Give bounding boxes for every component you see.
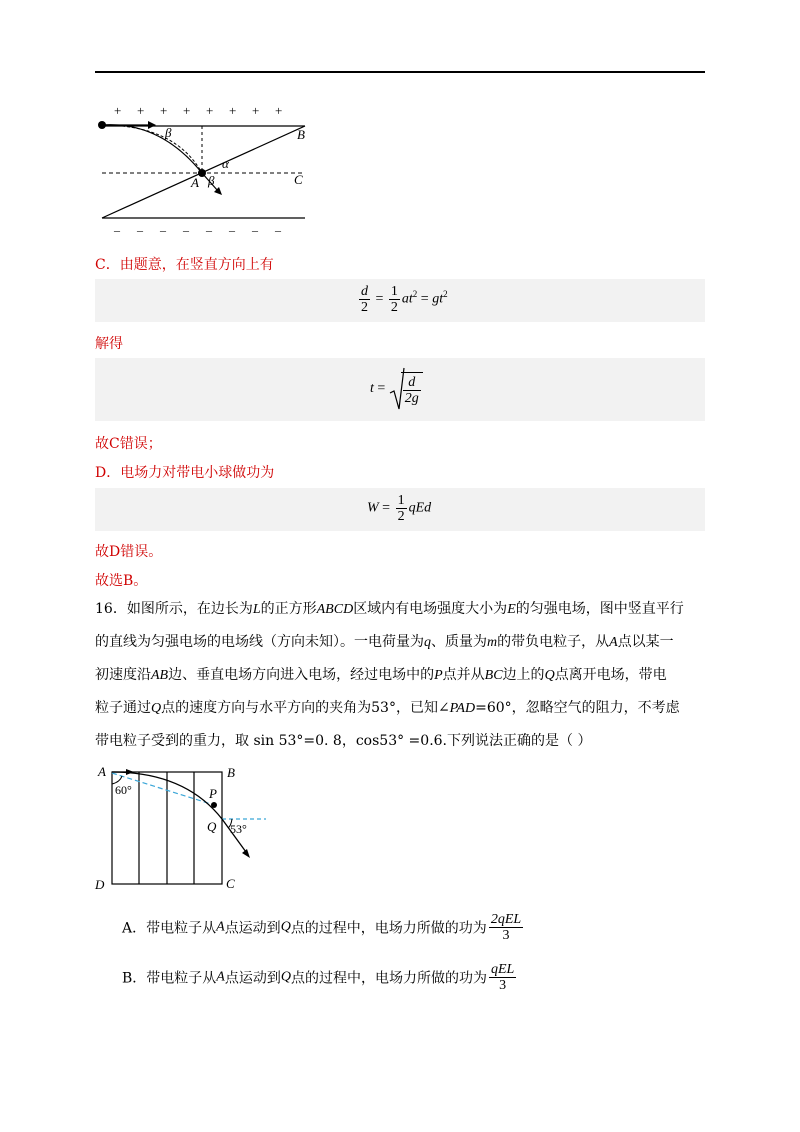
label-A: A bbox=[98, 764, 106, 779]
numerator: 2qEL bbox=[490, 912, 522, 927]
variable-W: W bbox=[367, 500, 379, 516]
figure-2 bbox=[90, 760, 280, 895]
exponent: 2 bbox=[412, 289, 418, 300]
text-segment: 点运动到 bbox=[224, 920, 281, 937]
var-Q: Q bbox=[544, 668, 555, 683]
term-at: at bbox=[401, 291, 413, 307]
fraction-one-half bbox=[389, 284, 400, 315]
var-L: L bbox=[252, 602, 261, 617]
label-C: C bbox=[294, 172, 303, 187]
fraction-d-over-2 bbox=[359, 284, 370, 315]
text-segment: B．带电粒子从 bbox=[122, 970, 217, 987]
section-d-conclusion: 故D错误。 bbox=[95, 544, 163, 560]
text-segment: 初速度沿 bbox=[95, 667, 151, 683]
label-A: A bbox=[191, 175, 199, 190]
arrow-head-top bbox=[148, 121, 156, 129]
numerator: d bbox=[361, 284, 368, 299]
minus-sign: – bbox=[229, 223, 235, 237]
section-c-conclusion: 故C错误； bbox=[95, 436, 162, 452]
fraction-one-half bbox=[396, 493, 407, 524]
question-16-line-3 bbox=[95, 659, 705, 692]
denominator: 2 bbox=[361, 300, 368, 315]
equation-box-1 bbox=[95, 279, 705, 322]
var-AB: AB bbox=[151, 668, 169, 683]
plus-sign: + bbox=[275, 103, 283, 118]
minus-sign: – bbox=[183, 223, 189, 237]
text-segment: 边、垂直电场方向进入电场，经过电场中的 bbox=[168, 667, 435, 683]
plus-sign: + bbox=[114, 103, 122, 118]
text-segment: 点以某一 bbox=[617, 634, 674, 650]
var-m: m bbox=[487, 635, 498, 650]
label-P: P bbox=[209, 786, 217, 801]
header-rule bbox=[95, 71, 705, 73]
equals-sign: = bbox=[377, 381, 386, 396]
var-A: A bbox=[216, 919, 225, 935]
var-ABCD: ABCD bbox=[316, 602, 354, 617]
text-segment: 区域内有电场强度大小为 bbox=[353, 601, 508, 617]
text-segment: 的直线为匀强电场的电场线（方向未知）。一电荷量为 bbox=[95, 634, 424, 650]
plus-sign: + bbox=[206, 103, 214, 118]
question-16-line-1 bbox=[95, 593, 705, 626]
numerator: 1 bbox=[390, 284, 398, 299]
var-Q: Q bbox=[151, 701, 162, 716]
minus-sign-row bbox=[113, 223, 282, 237]
solve-label: 解得 bbox=[95, 336, 123, 352]
text-segment: 的正方形 bbox=[260, 601, 317, 617]
var-E: E bbox=[507, 602, 516, 617]
equation-2 bbox=[370, 367, 423, 411]
fraction-qEL-over-3 bbox=[489, 962, 516, 993]
angle-53-label: 53° bbox=[230, 822, 247, 836]
question-16-line-2 bbox=[95, 626, 705, 659]
answer-line: 故选B。 bbox=[95, 573, 148, 589]
exponent: 2 bbox=[443, 289, 448, 300]
text-segment: 的带负电粒子，从 bbox=[497, 634, 610, 650]
minus-sign: – bbox=[137, 223, 143, 237]
text-segment: 点运动到 bbox=[224, 970, 281, 987]
radicand bbox=[401, 372, 423, 406]
var-Q: Q bbox=[280, 919, 291, 935]
minus-sign: – bbox=[206, 223, 212, 237]
denominator: 2g bbox=[404, 391, 419, 406]
plus-sign: + bbox=[252, 103, 260, 118]
var-q: q bbox=[424, 635, 431, 650]
fraction-2qEL-over-3 bbox=[489, 912, 523, 943]
equation-1 bbox=[357, 284, 448, 315]
equals-sign: = bbox=[375, 291, 384, 307]
plus-sign: + bbox=[229, 103, 237, 118]
var-A: A bbox=[216, 969, 225, 985]
plus-sign: + bbox=[160, 103, 168, 118]
label-beta-top: β bbox=[165, 125, 172, 140]
question-16-line-5: 带电粒子受到的重力，取 sin 53°=0. 8，cos53° =0.6.下列说法正确的是（ ） bbox=[95, 733, 592, 749]
question-number: 16． bbox=[95, 601, 127, 617]
text-segment: 点的过程中，电场力所做的功为 bbox=[290, 970, 487, 987]
text-segment: 粒子通过 bbox=[95, 700, 151, 716]
label-B: B bbox=[297, 127, 305, 142]
plus-sign: + bbox=[183, 103, 191, 118]
option-a bbox=[122, 912, 525, 943]
label-B: B bbox=[227, 765, 235, 780]
text-segment: 、质量为 bbox=[431, 634, 487, 650]
denominator: 2 bbox=[390, 300, 398, 315]
term-gt: gt bbox=[432, 291, 444, 307]
section-c-intro: C．由题意，在竖直方向上有 bbox=[95, 257, 274, 273]
label-Q: Q bbox=[207, 819, 217, 834]
exit-arrowhead bbox=[242, 849, 250, 858]
text-segment: 点并从 bbox=[442, 667, 485, 683]
question-16-line-4 bbox=[95, 692, 705, 725]
figure-1 bbox=[90, 95, 320, 240]
equation-3 bbox=[367, 493, 431, 524]
equals-sign: = bbox=[382, 500, 391, 516]
text-segment: 点的过程中，电场力所做的功为 bbox=[290, 920, 487, 937]
text-segment: =60°，忽略空气的阻力，不考虑 bbox=[475, 700, 680, 716]
question-16-text bbox=[95, 593, 705, 757]
text-segment: 的匀强电场，图中竖直平行 bbox=[515, 601, 684, 617]
equation-box-2 bbox=[95, 358, 705, 421]
minus-sign: – bbox=[275, 223, 281, 237]
label-alpha: α bbox=[222, 156, 229, 171]
fraction-d-over-2g bbox=[403, 375, 421, 406]
minus-sign: – bbox=[114, 223, 120, 237]
trajectory-dashed bbox=[102, 125, 202, 173]
plus-sign-row bbox=[114, 103, 282, 118]
var-A: A bbox=[609, 635, 618, 650]
denominator: 3 bbox=[499, 978, 507, 993]
minus-sign: – bbox=[252, 223, 258, 237]
denominator: 3 bbox=[502, 928, 510, 943]
equation-box-3 bbox=[95, 488, 705, 531]
text-segment: 如图所示，在边长为 bbox=[126, 601, 253, 617]
numerator: 1 bbox=[397, 493, 405, 508]
denominator: 2 bbox=[397, 509, 405, 524]
text-segment: A．带电粒子从 bbox=[122, 920, 217, 937]
text-segment: 点的速度方向与水平方向的夹角为53°，已知∠ bbox=[161, 700, 450, 716]
numerator: d bbox=[403, 375, 421, 391]
variable-t: t bbox=[370, 381, 374, 396]
var-Q: Q bbox=[280, 969, 291, 985]
minus-sign: – bbox=[160, 223, 166, 237]
plus-sign: + bbox=[137, 103, 145, 118]
label-beta-low: β bbox=[208, 173, 215, 188]
term-qEd: qEd bbox=[408, 500, 432, 516]
entry-arrowhead bbox=[126, 769, 134, 775]
section-d-intro: D．电场力对带电小球做功为 bbox=[95, 465, 275, 481]
var-PAD: PAD bbox=[449, 701, 476, 716]
var-BC: BC bbox=[484, 668, 503, 683]
ball-start bbox=[98, 121, 106, 129]
option-b bbox=[122, 962, 518, 993]
label-D: D bbox=[95, 877, 105, 892]
var-P: P bbox=[434, 668, 443, 683]
label-C: C bbox=[226, 876, 235, 891]
numerator: qEL bbox=[490, 962, 515, 977]
text-segment: 点离开电场，带电 bbox=[554, 667, 667, 683]
equals-sign: = bbox=[420, 291, 429, 307]
text-segment: 边上的 bbox=[502, 667, 545, 683]
angle-60-label: 60° bbox=[115, 783, 132, 797]
point-P bbox=[211, 802, 217, 808]
